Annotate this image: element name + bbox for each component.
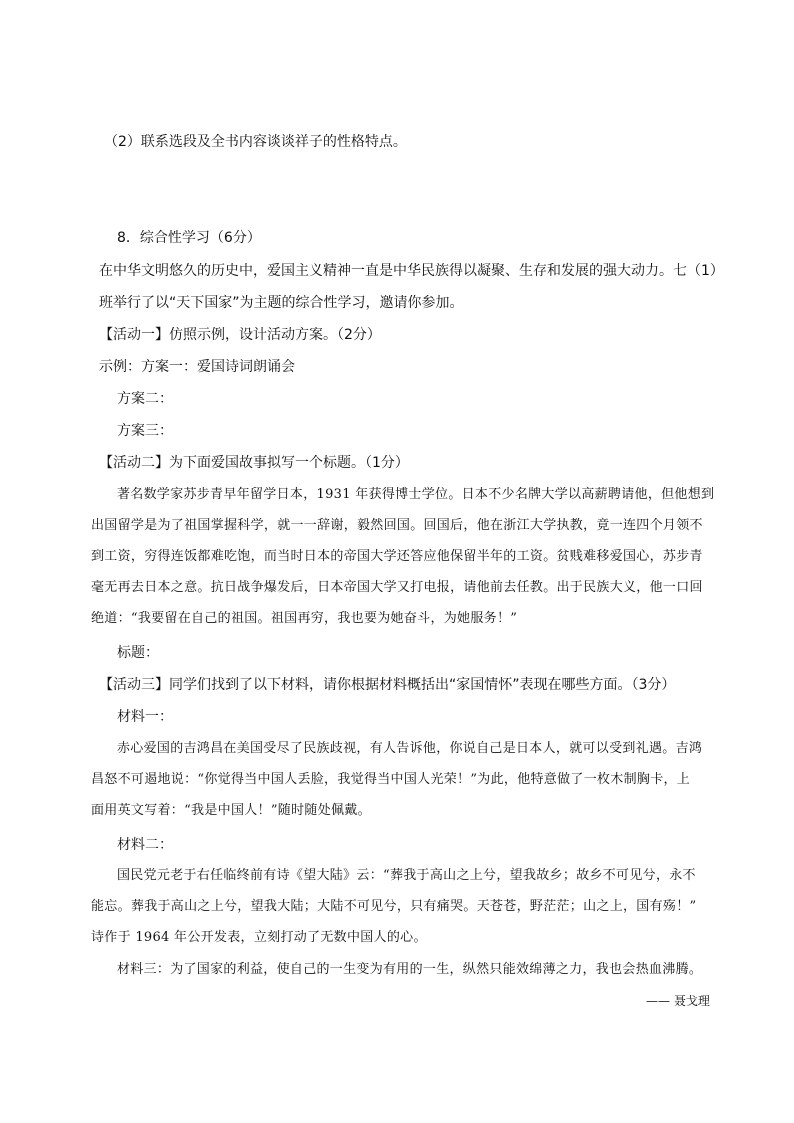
activity2-title-label: 标题： [117, 645, 159, 661]
activity1-plan3: 方案三： [117, 423, 173, 439]
material2-label: 材料二： [117, 837, 173, 853]
activity2-story-line: 著名数学家苏步青早年留学日本，1931 年获得博士学位。日本不少名牌大学以高薪聘请他，但他想到 [117, 487, 715, 502]
activity2-story-line: 到工资，穷得连饭都难吃饱，而当时日本的帝国大学还答应他保留半年的工资。贫贱难移爱国心，苏步青 [91, 549, 703, 564]
activity3-title: 【活动三】同学们找到了以下材料，请你根据材料概括出“家国情怀”表现在哪些方面。（3分） [99, 677, 676, 693]
material1-line: 面用英文写着：“我是中国人！”随时随处佩戴。 [91, 803, 371, 818]
activity1-plan2: 方案二： [117, 391, 173, 407]
material2-line: 能忘。葬我于高山之上兮，望我大陆；大陆不可见兮，只有痛哭。天苍苍，野茫茫；山之上，国有殇！” [91, 899, 697, 914]
material2-line: 国民党元老于右任临终前有诗《望大陆》云：“葬我于高山之上兮，望我故乡；故乡不可见兮，永不 [117, 868, 696, 883]
activity2-story-line: 绝道：“我要留在自己的祖国。祖国再穷，我也要为她奋斗，为她服务！” [91, 611, 518, 626]
activity2-story-line: 毫无再去日本之意。抗日战争爆发后，日本帝国大学又打电报，请他前去任教。出于民族大义，他一口回 [91, 580, 703, 595]
material2-line: 诗作于 1964 年公开发表，立刻打动了无数中国人的心。 [91, 930, 427, 945]
question8-heading: 8．综合性学习（6分） [117, 230, 261, 246]
material1-line: 赤心爱国的吉鸿昌在美国受尽了民族歧视，有人告诉他，你说自己是日本人，就可以受到礼遇。吉鸿 [117, 741, 703, 756]
question8-intro-line2: 班举行了以“天下国家”为主题的综合性学习，邀请你参加。 [99, 295, 464, 311]
activity1-title: 【活动一】仿照示例，设计活动方案。（2分） [99, 327, 381, 343]
material1-label: 材料一： [117, 709, 173, 725]
question7-sub2: （2）联系选段及全书内容谈谈祥子的性格特点。 [104, 134, 407, 150]
material1-line: 昌怒不可遏地说：“你觉得当中国人丢脸，我觉得当中国人光荣！”为此，他特意做了一枚木制胸卡，上 [91, 772, 691, 787]
activity2-title: 【活动二】为下面爱国故事拟写一个标题。（1分） [99, 455, 409, 471]
activity2-story-line: 出国留学是为了祖国掌握科学，就一一辞谢，毅然回国。回国后，他在浙江大学执教，竟一连四个月领不 [91, 518, 703, 533]
material3-source: —— 聂戈理 [646, 994, 710, 1008]
activity1-example: 示例：方案一：爱国诗词朗诵会 [99, 359, 295, 375]
question8-intro-line1: 在中华文明悠久的历史中，爱国主义精神一直是中华民族得以凝聚、生存和发展的强大动力。七（1） [99, 263, 724, 279]
material3-text: 材料三：为了国家的利益，使自己的一生变为有用的一生，纵然只能效绵薄之力，我也会热血沸腾。 [117, 962, 703, 977]
